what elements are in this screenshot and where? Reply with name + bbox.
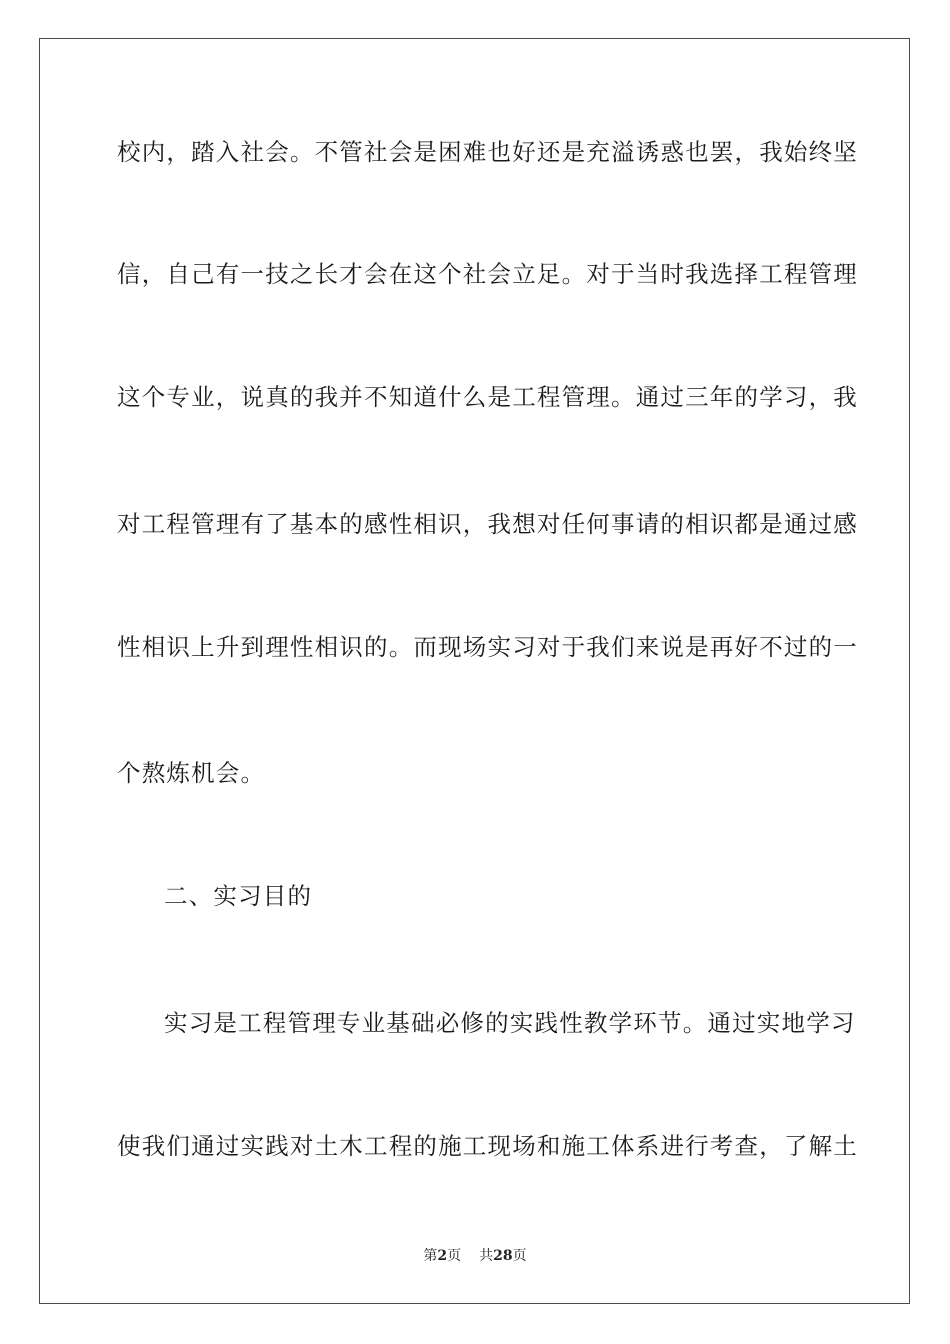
section-heading: 二、实习目的 [164,882,313,910]
body-text-line-6: 个熬炼机会。 [117,759,266,787]
footer-total-number: 28 [493,1248,513,1264]
body-text-line-5: 性相识上升到理性相识的。而现场实习对于我们来说是再好不过的一 [117,633,858,661]
footer-page-suffix: 页 [447,1248,462,1264]
page-frame [39,38,910,1304]
body-text-line-4: 对工程管理有了基本的感性相识，我想对任何事请的相识都是通过感 [117,510,858,538]
footer-total-suffix: 页 [512,1248,527,1264]
footer-page-number: 2 [437,1248,448,1264]
body-text-line-7: 实习是工程管理专业基础必修的实践性教学环节。通过实地学习 [164,1009,856,1037]
footer-page-prefix: 第 [423,1248,438,1264]
page-footer [0,1247,950,1265]
footer-total-prefix: 共 [479,1248,494,1264]
body-text-line-1: 校内，踏入社会。不管社会是困难也好还是充溢诱惑也罢，我始终坚 [117,138,858,166]
body-text-line-3: 这个专业，说真的我并不知道什么是工程管理。通过三年的学习，我 [117,383,858,411]
body-text-line-8: 使我们通过实践对土木工程的施工现场和施工体系进行考查，了解土 [117,1132,858,1160]
body-text-line-2: 信，自己有一技之长才会在这个社会立足。对于当时我选择工程管理 [117,260,858,288]
